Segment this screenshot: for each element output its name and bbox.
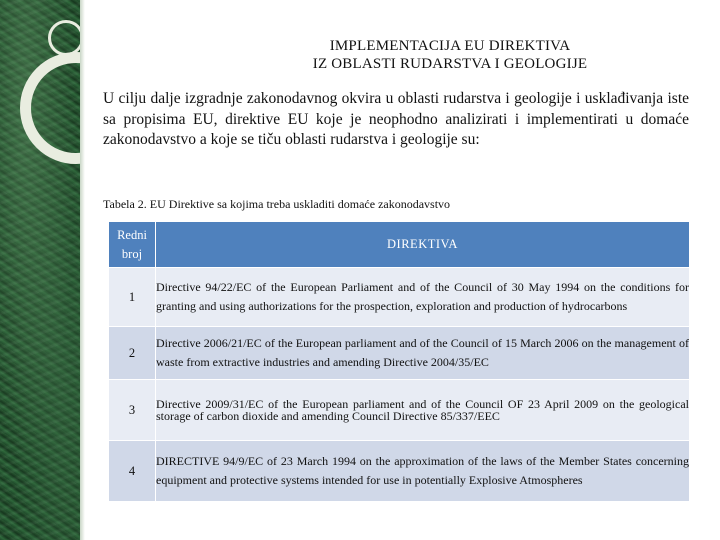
row-number: 4	[109, 441, 156, 502]
title-line-1: IMPLEMENTACIJA EU DIREKTIVA	[329, 38, 571, 54]
table-row	[109, 380, 690, 441]
directives-table	[108, 221, 690, 502]
table-row	[109, 441, 690, 502]
header-directive: DIREKTIVA	[156, 222, 690, 268]
table-row	[109, 268, 690, 327]
table-row	[109, 327, 690, 380]
table-caption: Tabela 2. EU Direktive sa kojima treba uskladiti domaće zakonodavstvo	[103, 197, 451, 211]
header-ordinal-line1: Redni	[117, 227, 147, 242]
row-directive-text: Directive 2006/21/EC of the European parliament and of the Council of 15 March 2006 on the management of waste from extractive industries and amending Directive 2004/35/EC	[156, 327, 690, 380]
decorative-marble-sidebar	[0, 0, 85, 540]
sidebar-edge	[80, 0, 85, 540]
row-number: 2	[109, 327, 156, 380]
decorative-small-ring	[48, 20, 84, 56]
header-ordinal-line2: broj	[121, 246, 143, 261]
row-number: 1	[109, 268, 156, 327]
intro-paragraph: U cilju dalje izgradnje zakonodavnog okvira u oblasti rudarstva i geologije i usklađivanja iste sa propisima EU, direktive EU koje je neophodno analizirati i implementirati u domaće zakonodavstvo a koje se tiču oblasti rudarstva i geologije su:	[103, 90, 689, 148]
row-directive-text: Directive 94/22/EC of the European Parliament and of the Council of 30 May 1994 on the conditions for granting and using authorizations for the prospection, exploration and production of hydrocarbons	[156, 268, 690, 327]
row-directive-text: DIRECTIVE 94/9/EC of 23 March 1994 on the approximation of the laws of the Member States concerning equipment and protective systems intended for use in potentially Explosive Atmospheres	[156, 441, 690, 502]
header-ordinal	[109, 222, 156, 268]
row-number: 3	[109, 380, 156, 441]
row-directive-text: Directive 2009/31/EC of the European parliament and of the Council OF 23 April 2009 on the geological storage of carbon dioxide and amending Council Directive 85/337/EEC	[156, 380, 690, 441]
slide-title	[180, 37, 720, 73]
table-header-row	[109, 222, 690, 268]
title-line-2: IZ OBLASTI RUDARSTVA I GEOLOGIJE	[312, 56, 588, 72]
